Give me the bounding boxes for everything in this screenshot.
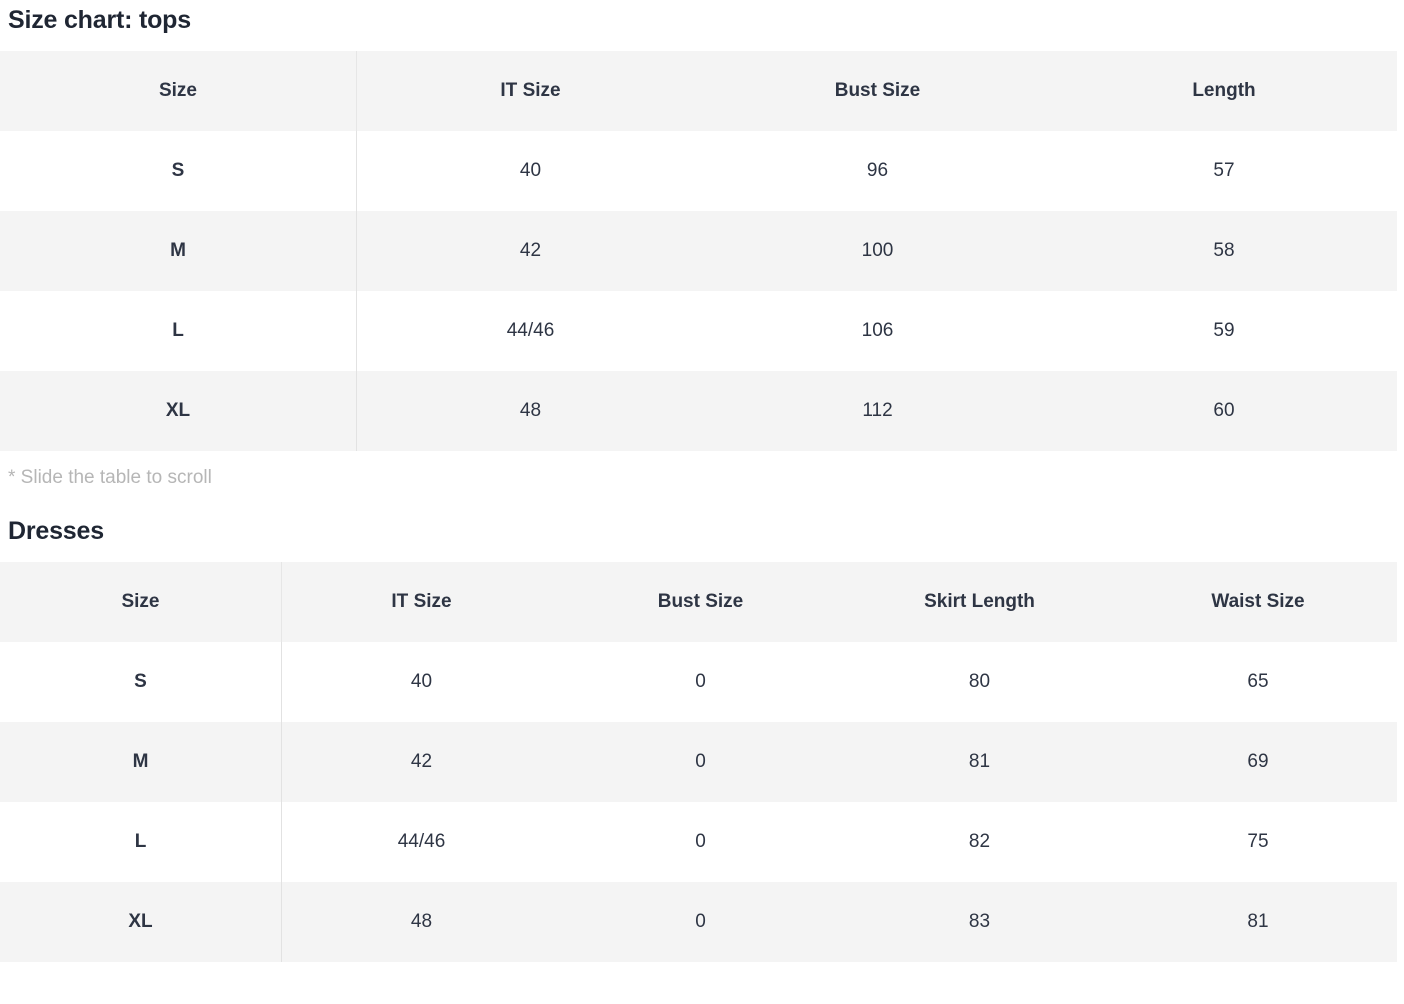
dresses-cell-size: M — [0, 722, 282, 802]
dresses-table-body — [0, 642, 1397, 962]
tops-cell-it-size: 44/46 — [357, 291, 705, 371]
table-row — [0, 642, 1397, 722]
tops-cell-it-size: 42 — [357, 211, 705, 291]
dresses-cell-waist-size: 81 — [1119, 882, 1397, 962]
table-row — [0, 211, 1397, 291]
dresses-cell-waist-size: 69 — [1119, 722, 1397, 802]
tops-header-bust-size: Bust Size — [704, 51, 1051, 131]
tops-cell-length: 59 — [1051, 291, 1397, 371]
dresses-cell-size: S — [0, 642, 282, 722]
dresses-size-table — [0, 562, 1398, 962]
table-header-row — [0, 562, 1397, 642]
tops-cell-bust-size: 106 — [704, 291, 1051, 371]
tops-cell-size: XL — [0, 371, 357, 451]
dresses-cell-skirt-length: 80 — [840, 642, 1119, 722]
dresses-header-skirt-length: Skirt Length — [840, 562, 1119, 642]
dresses-cell-skirt-length: 83 — [840, 882, 1119, 962]
dresses-cell-skirt-length: 82 — [840, 802, 1119, 882]
tops-table-head — [0, 51, 1397, 131]
dresses-cell-size: XL — [0, 882, 282, 962]
table-row — [0, 882, 1397, 962]
tops-table-container[interactable] — [0, 49, 1404, 451]
table-header-row — [0, 51, 1397, 131]
tops-section-title: Size chart: tops — [8, 6, 191, 34]
tops-cell-size: L — [0, 291, 357, 371]
dresses-cell-bust-size: 0 — [561, 882, 840, 962]
tops-cell-length: 57 — [1051, 131, 1397, 211]
dresses-table-container[interactable] — [0, 562, 1404, 962]
tops-header-size: Size — [0, 51, 357, 131]
dresses-header-bust-size: Bust Size — [561, 562, 840, 642]
tops-cell-bust-size: 100 — [704, 211, 1051, 291]
table-row — [0, 802, 1397, 882]
tops-size-table — [0, 51, 1397, 451]
dresses-cell-size: L — [0, 802, 282, 882]
dresses-cell-it-size: 44/46 — [282, 802, 562, 882]
tops-cell-length: 58 — [1051, 211, 1397, 291]
dresses-header-waist-size: Waist Size — [1119, 562, 1397, 642]
tops-header-it-size: IT Size — [357, 51, 705, 131]
tops-table-body — [0, 131, 1397, 451]
tops-cell-bust-size: 96 — [704, 131, 1051, 211]
table-row — [0, 722, 1397, 802]
tops-cell-size: S — [0, 131, 357, 211]
dresses-cell-bust-size: 0 — [561, 722, 840, 802]
dresses-cell-waist-size: 65 — [1119, 642, 1397, 722]
tops-cell-length: 60 — [1051, 371, 1397, 451]
tops-cell-it-size: 40 — [357, 131, 705, 211]
tops-cell-bust-size: 112 — [704, 371, 1051, 451]
tops-cell-it-size: 48 — [357, 371, 705, 451]
dresses-cell-skirt-length: 81 — [840, 722, 1119, 802]
dresses-cell-waist-size: 75 — [1119, 802, 1397, 882]
dresses-section-title: Dresses — [8, 517, 104, 545]
dresses-header-size: Size — [0, 562, 282, 642]
table-row — [0, 131, 1397, 211]
dresses-cell-it-size: 40 — [282, 642, 562, 722]
table-row — [0, 371, 1397, 451]
tops-header-length: Length — [1051, 51, 1397, 131]
tops-cell-size: M — [0, 211, 357, 291]
table-row — [0, 291, 1397, 371]
dresses-cell-it-size: 42 — [282, 722, 562, 802]
dresses-cell-bust-size: 0 — [561, 802, 840, 882]
dresses-cell-it-size: 48 — [282, 882, 562, 962]
dresses-table-head — [0, 562, 1397, 642]
dresses-header-it-size: IT Size — [282, 562, 562, 642]
tops-scroll-note: * Slide the table to scroll — [8, 467, 212, 488]
dresses-cell-bust-size: 0 — [561, 642, 840, 722]
